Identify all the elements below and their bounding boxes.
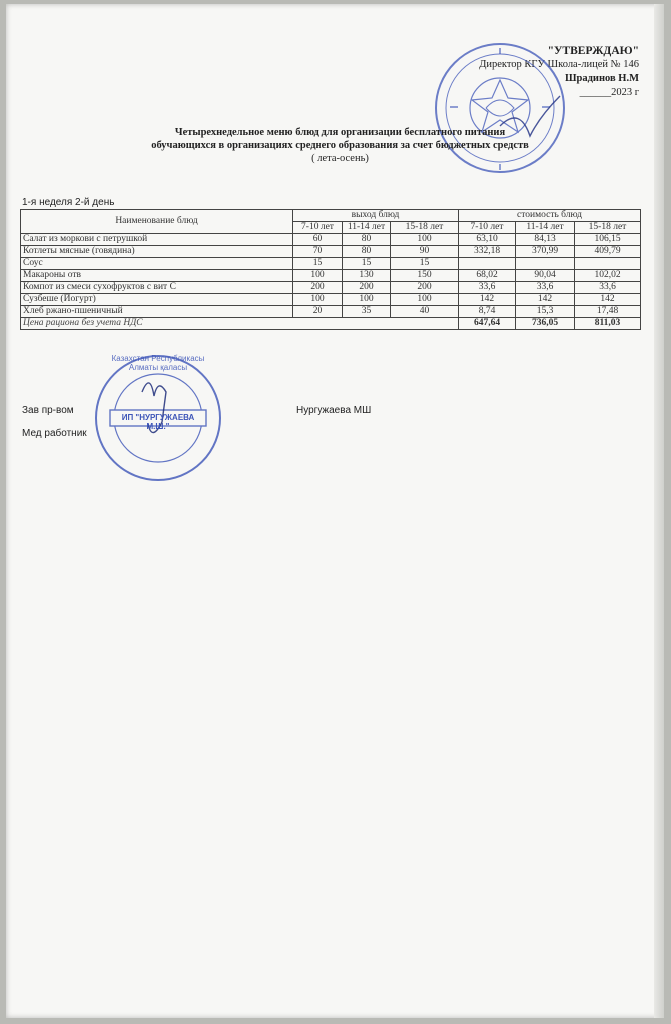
output-cell: 100 [391, 234, 459, 246]
output-cell: 15 [391, 258, 459, 270]
cost-cell: 33,6 [575, 282, 641, 294]
output-cell: 100 [293, 294, 343, 306]
dish-name: Соус [21, 258, 293, 270]
output-cell: 200 [293, 282, 343, 294]
seal-center-text: ИП "НУРГУЖАЕВА М.Ш." [121, 413, 195, 431]
output-cell: 60 [293, 234, 343, 246]
approval-director: Директор КГУ Школа-лицей № 146 [479, 59, 639, 70]
table-row [21, 282, 641, 294]
cost-cell: 33,6 [516, 282, 575, 294]
col-output-age: 11-14 лет [343, 222, 391, 234]
total-cost-cell: 811,03 [575, 318, 641, 330]
output-cell: 35 [343, 306, 391, 318]
table-row [21, 246, 641, 258]
total-label: Цена рациона без учета НДС [21, 318, 459, 330]
output-cell: 15 [343, 258, 391, 270]
table-row [21, 258, 641, 270]
document-title [40, 126, 640, 165]
dish-name: Котлеты мясные (говядина) [21, 246, 293, 258]
output-cell: 150 [391, 270, 459, 282]
dish-name: Компот из смеси сухофруктов с вит С [21, 282, 293, 294]
cost-cell: 409,79 [575, 246, 641, 258]
output-cell: 80 [343, 246, 391, 258]
cost-cell [459, 258, 516, 270]
cost-cell: 63,10 [459, 234, 516, 246]
col-cost-age: 7-10 лет [459, 222, 516, 234]
cost-cell: 90,04 [516, 270, 575, 282]
table-row [21, 306, 641, 318]
col-cost-age: 15-18 лет [575, 222, 641, 234]
cost-cell: 102,02 [575, 270, 641, 282]
col-output-age: 7-10 лет [293, 222, 343, 234]
dish-name: Хлеб ржано-пшеничный [21, 306, 293, 318]
cost-cell: 332,18 [459, 246, 516, 258]
cost-cell: 15,3 [516, 306, 575, 318]
cost-cell: 68,02 [459, 270, 516, 282]
cost-cell: 84,13 [516, 234, 575, 246]
total-row [21, 318, 641, 330]
head-of-production-name: Нургужаева МШ [296, 405, 372, 416]
cost-cell: 142 [459, 294, 516, 306]
cost-cell: 17,48 [575, 306, 641, 318]
output-cell: 15 [293, 258, 343, 270]
cost-cell: 370,99 [516, 246, 575, 258]
dish-name: Салат из моркови с петрушкой [21, 234, 293, 246]
paper-edge [654, 4, 664, 1018]
title-season: ( лета-осень) [311, 153, 369, 164]
cost-cell: 33,6 [459, 282, 516, 294]
table-row [21, 294, 641, 306]
output-cell: 100 [293, 270, 343, 282]
cost-cell [575, 258, 641, 270]
col-group-cost: стоимость блюд [459, 210, 641, 222]
title-line-2: обучающихся в организациях среднего образования за счет бюджетных средств [151, 140, 529, 151]
cost-cell: 8,74 [459, 306, 516, 318]
cost-cell: 142 [575, 294, 641, 306]
medical-worker-label: Мед работник [22, 428, 87, 439]
output-cell: 20 [293, 306, 343, 318]
cost-cell: 106,15 [575, 234, 641, 246]
output-cell: 100 [343, 294, 391, 306]
dish-name: Сузбеше (Йогурт) [21, 294, 293, 306]
cost-cell [516, 258, 575, 270]
table-row [21, 234, 641, 246]
output-cell: 130 [343, 270, 391, 282]
output-cell: 70 [293, 246, 343, 258]
col-dish-name: Наименование блюд [21, 210, 293, 234]
menu-table [20, 209, 641, 330]
approval-name: Шрадинов Н.М [564, 73, 639, 84]
company-seal [92, 352, 224, 484]
col-output-age: 15-18 лет [391, 222, 459, 234]
cost-cell: 142 [516, 294, 575, 306]
output-cell: 40 [391, 306, 459, 318]
output-cell: 80 [343, 234, 391, 246]
week-day-label: 1-я неделя 2-й день [22, 197, 115, 208]
title-line-1: Четырехнедельное меню блюд для организации бесплатного питания [174, 127, 506, 138]
col-cost-age: 11-14 лет [516, 222, 575, 234]
output-cell: 200 [343, 282, 391, 294]
approval-date: ______2023 г [579, 87, 639, 98]
output-cell: 100 [391, 294, 459, 306]
approval-title: "УТВЕРЖДАЮ" [547, 45, 639, 57]
dish-name: Макароны отв [21, 270, 293, 282]
head-of-production-label: Зав пр-вом [22, 405, 74, 416]
seal-ring-text: Казахстан Республикасы Алматы қаласы [111, 354, 205, 372]
col-group-output: выход блюд [293, 210, 459, 222]
output-cell: 90 [391, 246, 459, 258]
output-cell: 200 [391, 282, 459, 294]
table-row [21, 270, 641, 282]
total-cost-cell: 736,05 [516, 318, 575, 330]
total-cost-cell: 647,64 [459, 318, 516, 330]
